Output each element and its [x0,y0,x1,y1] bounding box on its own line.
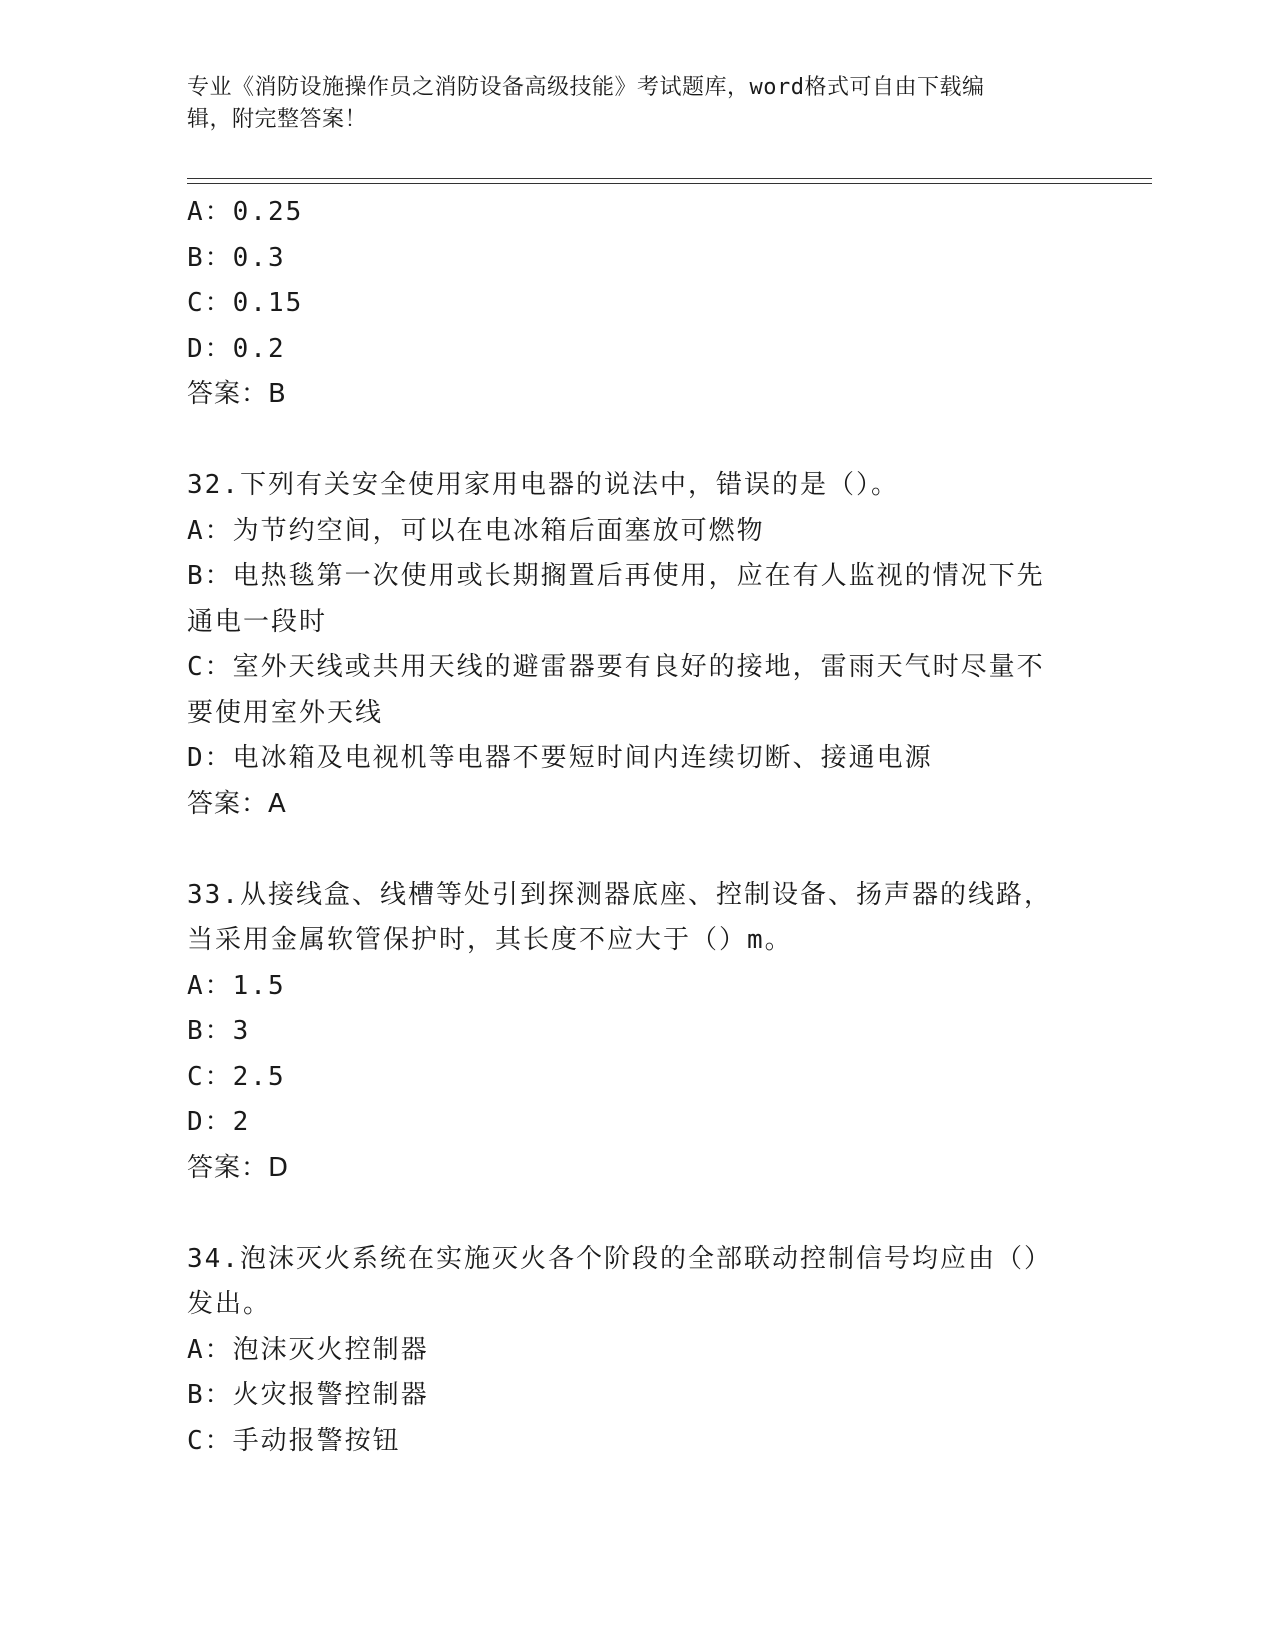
option-a: A：泡沫灭火控制器 [187,1334,429,1365]
option-c: C：2.5 [187,1061,286,1092]
question-block-prev [187,190,1087,418]
option-b: B：0.3 [187,242,286,273]
option-a: A：0.25 [187,197,304,227]
option-a: A：为节约空间，可以在电冰箱后面塞放可燃物 [187,515,765,546]
option-b: B：电热毯第一次使用或长期搁置后再使用，应在有人监视的情况下先 [187,561,1045,591]
header-line-2: 辑，附完整答案！ [187,107,368,132]
question-stem-continued: 发出。 [187,1289,272,1319]
spacer [187,1191,1087,1237]
option-b: B：3 [187,1016,251,1046]
question-stem: 33.从接线盒、线槽等处引到探测器底座、控制设备、扬声器的线路， [187,879,1052,910]
option-c: C：室外天线或共用天线的避雷器要有良好的接地，雷雨天气时尽量不 [187,652,1045,682]
option-b-continued: 通电一段时 [187,606,328,637]
option-d: D：电冰箱及电视机等电器不要短时间内连续切断、接通电源 [187,743,933,773]
option-b: B：火灾报警控制器 [187,1380,429,1410]
answer-line: 答案：B [187,379,287,409]
option-d: D：0.2 [187,333,286,364]
answer-line: 答案：A [187,788,287,819]
header-rule-bottom [187,183,1152,184]
header-line-1: 专业《消防设施操作员之消防设备高级技能》考试题库，word格式可自由下载编 [187,75,985,100]
spacer [187,827,1087,873]
question-block-33 [187,873,1087,1192]
question-stem-continued: 当采用金属软管保护时，其长度不应大于（）m。 [187,925,793,955]
question-stem: 32.下列有关安全使用家用电器的说法中，错误的是（）。 [187,470,899,500]
question-block-34 [187,1237,1087,1465]
page-header [187,72,1087,136]
answer-line: 答案：D [187,1152,290,1183]
header-rule-top [187,178,1152,179]
option-a: A：1.5 [187,970,286,1001]
question-block-32 [187,463,1087,827]
question-stem: 34.泡沫灭火系统在实施灭火各个阶段的全部联动控制信号均应由（） [187,1243,1052,1274]
option-c: C：手动报警按钮 [187,1425,401,1456]
question-list [187,190,1087,1464]
option-c-continued: 要使用室外天线 [187,697,384,728]
option-c: C：0.15 [187,288,304,318]
spacer [187,418,1087,464]
option-d: D：2 [187,1107,251,1137]
